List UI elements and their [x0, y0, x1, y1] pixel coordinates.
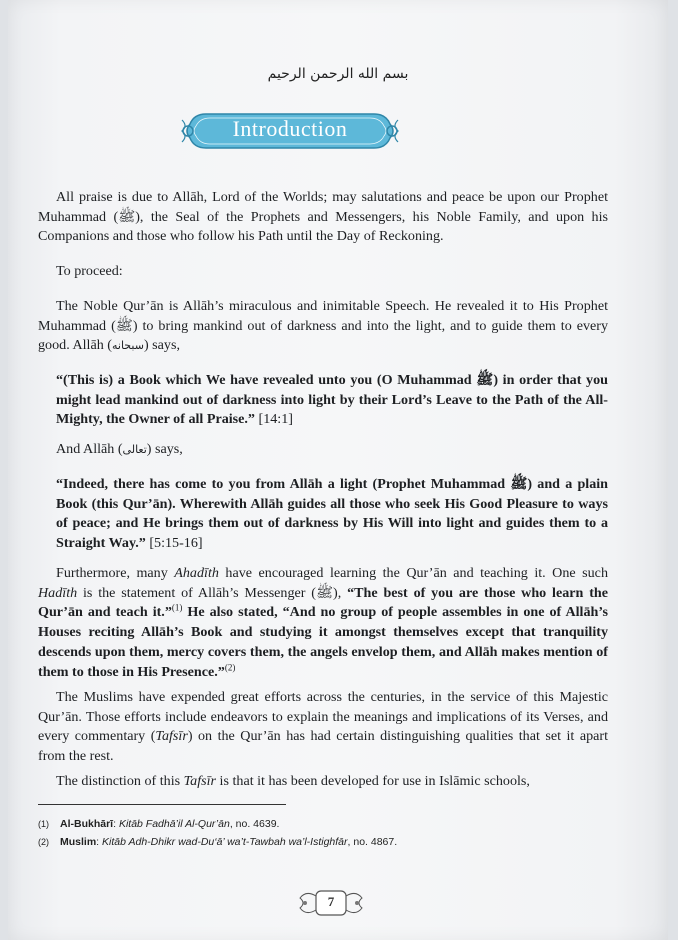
paragraph-text — [38, 688, 608, 767]
footnote-number: (2) — [38, 837, 49, 847]
verse-reference: [14:1] — [254, 411, 293, 428]
quote-text — [38, 371, 608, 430]
footnote-author: Al-Bukhārī — [60, 818, 114, 830]
text-run: The Noble Qur’ān is Allāh’s miraculous and inimitable Speech. He revealed it to His Prophet Muhammad (ﷺ) to bring mankind out of darkness and into the light, and to guide them to every good. Allāh ( — [38, 298, 609, 354]
footnote-work: Kitāb Adh-Dhikr wad-Du‘ā’ wa’t-Tawbah wa’l-Istighfār — [102, 836, 348, 848]
footnote-number: (1) — [38, 819, 49, 829]
page-number: 7 — [327, 894, 335, 909]
footnote-ref: , no. 4867. — [347, 836, 398, 848]
text-run: The Muslims have expended great efforts across the centuries, in the service of this Majestic Qur’ān. Those efforts include endeavors to explain the meanings and implications of its Verses, and every commentary ( — [38, 689, 608, 745]
italic-term: Ahadīth — [174, 565, 219, 581]
italic-term: Tafsīr — [155, 728, 188, 745]
italic-term: Hadīth — [38, 584, 78, 601]
footnote-1: (1) Al-Bukhārī: Kitāb Fadhā’il Al-Qur’ān, no. 4639. — [38, 818, 280, 830]
paragraph-allah-says — [38, 440, 608, 460]
quote-bold: “Indeed, there has come to you from Allāh a light (Prophet Muhammad ﷺ) and a plain Book (this Qur’ān). Wherewith Allāh guides all those who seek His Good Pleasure to ways of peace; and He brings them out of darkness by His Will into light and guides them to a Straight Way.” — [56, 476, 609, 552]
footnote-divider — [38, 804, 286, 805]
arabic-honorific: تعالى — [122, 443, 147, 456]
page-number-ornament — [296, 886, 366, 920]
text-run: ) on the Qur’ān has had certain distinguishing qualities that set it apart from the rest. — [38, 728, 608, 765]
footnote-marker[interactable]: (1) — [171, 602, 183, 613]
hadith-quote: “The best of you are those who learn the Qur’ān and teach it.” — [38, 584, 608, 621]
quote-text — [38, 475, 608, 554]
footnote-marker[interactable]: (2) — [224, 661, 236, 672]
verse-reference: [5:15-16] — [145, 535, 203, 552]
italic-term: Tafsīr — [183, 773, 217, 789]
footnote-work: Kitāb Fadhā’il Al-Qur’ān — [118, 818, 230, 830]
hadith-quote: He also stated, “And no group of people assembles in one of Allāh’s Houses reciting Allāh’s Book and studying it amongst themselves except that tranquility descends upon them, mercy covers them, the angels envelop them, and Allāh makes mention of them to those in His Presence.” — [38, 604, 608, 680]
text-run: is the statement of Allāh’s Messenger (ﷺ), — [77, 584, 348, 601]
paragraph-text: All praise is due to Allāh, Lord of the Worlds; may salutations and peace be upon our Prophet Muhammad (ﷺ), the Seal of the Prophets and Messengers, his Noble Family, and upon his Companions and those who follow his Path until the Day of Reckoning. — [38, 189, 608, 245]
paragraph-text — [38, 772, 608, 792]
paragraph-muslims-efforts — [38, 688, 608, 767]
paragraph-ahadith — [38, 564, 608, 682]
paragraph-opening — [38, 188, 608, 247]
text-run: ) says, — [143, 337, 180, 354]
text-run: is that it has been developed for use in Islāmic schools, — [216, 773, 530, 789]
paragraph-to-proceed — [38, 262, 608, 282]
introduction-banner — [180, 110, 400, 152]
footnote-2: (2) Muslim: Kitāb Adh-Dhikr wad-Du‘ā’ wa’t-Tawbah wa’l-Istighfār, no. 4867. — [38, 836, 398, 848]
paragraph-text — [38, 440, 608, 460]
text-run: And Allāh ( — [56, 441, 123, 457]
text-run: Furthermore, many — [56, 565, 175, 581]
footnote-ref: , no. 4639. — [229, 818, 280, 830]
paragraph-text — [38, 297, 608, 356]
paragraph-text: To proceed: — [56, 263, 123, 279]
book-page — [8, 0, 668, 940]
basmala-heading: بسم الله الرحمن الرحيم — [267, 66, 409, 82]
paragraph-text — [38, 564, 608, 682]
text-run: ) says, — [146, 441, 183, 457]
arabic-honorific: سبحانه — [112, 339, 144, 353]
footnote-author: Muslim — [60, 836, 97, 848]
quote-bold: “(This is) a Book which We have revealed unto you (O Muhammad ﷺ) in order that you might lead mankind out of darkness into light by their Lord’s Leave to the Path of the All-Mighty, the Owner of all Praise.” — [56, 372, 608, 428]
text-run: The distinction of this — [56, 773, 184, 789]
paragraph-distinction — [38, 772, 608, 792]
quote-verse-5-15 — [38, 475, 608, 554]
paragraph-noble-quran — [38, 297, 608, 356]
text-run: have encouraged learning the Qur’ān and teaching it. One such — [218, 565, 608, 581]
quote-verse-14-1 — [38, 371, 608, 430]
page-title: Introduction — [232, 116, 348, 141]
